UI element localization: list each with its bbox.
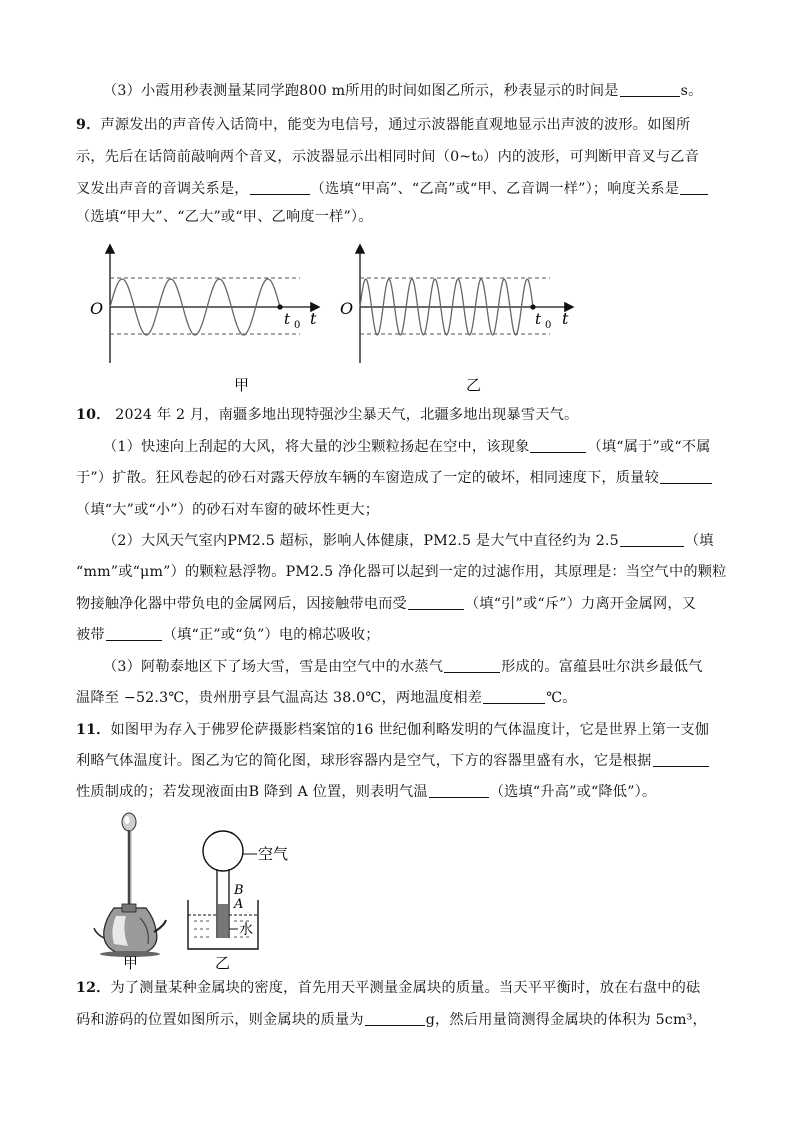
wave-yi-panel [340,246,572,363]
galileo-thermometer-diagram [188,831,288,949]
answer-blank[interactable] [660,469,712,484]
q9-line3: 叉发出声音的音调关系是， （选填“甲高”、“乙高”或“甲、乙音调一样”）；响度关系是 [76,180,709,198]
svg-text:t: t [562,309,569,328]
svg-text:t: t [535,310,542,328]
answer-blank[interactable] [250,180,310,195]
answer-blank[interactable] [530,438,586,453]
q10-p1-l2: 于”）扩散。狂风卷起的砂石对露天停放车辆的车窗造成了一定的破坏，相同速度下，质量较 [76,469,713,487]
q11-line1: 11．如图甲为存入于佛罗伦萨摄影档案馆的16 世纪伽利略发明的气体温度计，它是世界上第一支伽 [76,722,710,738]
wave-jia-panel [90,246,318,363]
q10-intro: 10． 2024 年 2 月，南疆多地出现特强沙尘暴天气，北疆多地出现暴雪天气。 [76,407,579,423]
svg-text:0: 0 [294,320,301,331]
t-axis-label: t [310,309,317,328]
q10-p3-l1: （3）阿勒泰地区下了场大雪，雪是由空气中的水蒸气 形成的。富蕴县吐尔洪乡最低气 [103,659,703,675]
t0-point [530,304,535,309]
q10-p2-l4: 被带 （填“正”或“负”）电的棉芯吸收； [76,627,380,643]
question-number: 9． [76,117,101,133]
question-number: 10． [76,407,111,423]
q9-line2: 示，先后在话筒前敲响两个音叉，示波器显示出相同时间（0~t₀）内的波形，可判断甲音叉与乙音 [76,149,699,165]
caption-jia: 甲 [234,376,250,394]
air-bulb [203,831,243,871]
waveform-figure [88,238,588,398]
q12-line1: 12．为了测量某种金属块的密度，首先用天平测量金属块的质量。当天平平衡时，放在右盘中的砝 [76,980,701,996]
caption-yi: 乙 [466,376,482,394]
q10-p1-l1: （1）快速向上刮起的大风，将大量的沙尘颗粒扬起在空中，该现象 （填“属于”或“不属 [103,439,711,455]
caption-jia: 甲 [123,954,139,972]
answer-blank[interactable] [620,82,680,97]
level-b-label: B [234,883,244,898]
q9-line4: （选填“甲大”、“乙大”或“甲、乙响度一样”）。 [76,209,373,225]
q8-part3-line: （3）小霞用秒表测量某同学跑800 m所用的时间如图乙所示，秒表显示的时间是 s。 [103,83,703,99]
q10-p2-l3: 物接触净化器中带负电的金属网后，因接触带电而受 （填“引”或“斥”）力离开金属网，又 [76,596,697,612]
thermometer-figure [92,808,302,973]
level-a-label: A [234,897,244,912]
q10-p3-l2: 温降至 −52.3℃，贵州册亨县气温高达 38.0℃，两地温度相差 ℃。 [76,690,577,706]
answer-blank[interactable] [483,689,545,704]
answer-blank[interactable] [408,595,464,610]
q10-p2-l1: （2）大风天气室内PM2.5 超标，影响人体健康，PM2.5 是大气中直径约为 2.5 （填 [103,533,714,549]
answer-blank[interactable] [106,626,162,641]
origin-label: O [90,299,104,318]
air-label: 空气 [258,845,289,863]
answer-blank[interactable] [365,1011,425,1026]
q8-part3-text: （3）小霞用秒表测量某同学跑800 m所用的时间如图乙所示，秒表显示的时间是 [103,83,619,99]
q11-line3: 性质制成的；若发现液面由B 降到 A 位置，则表明气温 （选填“升高”或“降低”）。 [76,784,657,800]
t0-point [277,304,282,309]
answer-blank[interactable] [680,180,708,195]
answer-blank[interactable] [620,532,684,547]
water-label: 水 [239,922,253,938]
question-number: 12． [76,980,111,996]
q12-line2: 码和游码的位置如图所示，则金属块的质量为 g，然后用量筒测得金属块的体积为 5cm³， [76,1012,707,1028]
answer-blank[interactable] [429,783,489,798]
q10-p2-l2: “mm”或“μm”）的颗粒悬浮物。PM2.5 净化器可以起到一定的过滤作用，其原理是：当空气中的颗粒 [76,564,727,580]
t0-label: t [284,310,291,328]
svg-text:0: 0 [545,320,552,331]
q9-line1: 9．声源发出的声音传入话筒中，能变为电信号，通过示波器能直观地显示出声波的波形。如图所 [76,117,691,133]
q10-p1-l3: （填“大”或“小”）的砂石对车窗的破坏性更大； [76,502,380,518]
q11-line2: 利略气体温度计。图乙为它的简化图，球形容器内是空气，下方的容器里盛有水，它是根据 [76,752,710,770]
caption-yi: 乙 [215,954,231,972]
galileo-thermometer-photo [94,813,166,957]
question-number: 11． [76,722,111,738]
svg-text:O: O [340,299,354,318]
answer-blank[interactable] [444,658,500,673]
answer-blank[interactable] [653,752,709,767]
